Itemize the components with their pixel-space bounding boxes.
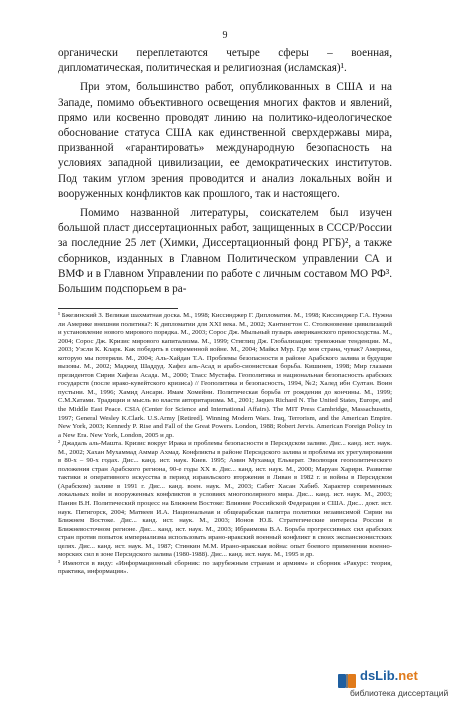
footnotes: [58, 312, 392, 577]
watermark-site-name: dsLib.: [360, 668, 399, 683]
footnote-separator: [58, 308, 178, 309]
footnote: ¹ Бжезинский З. Великая шахматная доска. М., 1998; Киссинджер Г. Дипломатия. М., 1998; Киссинджер Г.А. Нужна ли Америке внешняя политика?: К дипломатии для XXI века. М., 2002; Хантингтон С. Столкновение цивилизаций и установление нового мирового порядка. М., 2003; Сорос Дж. Мыльный пузырь американского превосходства. М., 2004; Сорос Дж. Кризис мирового капитализма. М., 1999; Стиглиц Дж. Глобализация: тревожные тенденции. М., 2003; Уэсли К. Кларк. Как победить в современной войне. М., 2004; Майкл Мур. Где моя страна, чувак? Америка, которую мы потеряли. М., 2004; Аль-Хайдан Т.А. Проблемы безопасности в районе Арабского залива и будущие вызовы. М., 2002; Маджед Шаддуд. Хафез аль-Асад и арабо-сионистская борьба. Кишинев, 1998; Мир глазами президентов Сирии Хафеза Асада. М., 2000; Тласс Мустафа. Геополитика и национальная безопасность арабских государств (после ирако-кувейтского кризиса) // Геополитика и безопасность, 1994, №2; Халед ибн Султан. Воин пустыни. М., 1996; Хамид Ансари. Имам Хомейни. Политическая борьба от рождения до кончины. М., 1999; С.М.Хатами. Традиции и мысль во власти авторитаризма. М., 2001; Jaques Richard N. The United States, Europe, and the Middle East Peace. CSIA (Center for Science and International Affairs). The MIT Press Cambridge, Massachusetts, 1997; General Wesley K.Clark. U.S.Army [Retired]. Winning Modern Wars. Iraq, Terrorism, and the American Empire. New York, 2003; Kennedy P. Rise and Fall of the Great Powers. London, 1988; Robert Jervis. American Foreign Policy in a New Era. New York, London, 2005 и др.: [58, 312, 392, 439]
watermark: [336, 668, 449, 702]
footnote: ³ Имеются в виду: «Информационный сборник: по зарубежным странам и армиям» и сборник «Ракурс: теория, практика, информация».: [58, 559, 392, 576]
watermark-site-suffix: net: [398, 668, 418, 683]
footnote: ² Джадаль аль-Машта. Кризис вокруг Ирака и проблемы безопасности в Персидском заливе. Дис... канд. ист. наук. М., 2002; Хахан Мухаммад Аммар Ахмад. Конфликты в районе Персидского залива и проблема их урегулирования в 80-х – 90-х годах. Дис... канд. ист. наук. Киев. 1995; Амин Мухамад Елькерат. Эволюция геополитического положения стран Арабского региона, 90-е годы XX в. Дис... канд. ист. наук. М., 2000; Маруан Харири. Развитие тактики и оперативного искусства в период израильского вторжения в Ливан в 1982 г. и войны в Персидском (Арабском) заливе в 1991 г. Дис... канд. воен. наук. М., 2003; Сабит Хасан Хабиб. Характер современных локальных войн и вооруженных конфликтов в условиях многополярного мира. Дис... канд. ист. наук. М., 2003; Панин В.Н. Политический процесс на Ближнем Востоке: Влияние Российской Федерации и США. Дис... докт. ист. наук. Пятигорск, 2004; Матвеев И.А. Национальная и общеарабская палитра политики независимой Сирии на Ближнем Востоке. Дис... канд. ист. наук. М., 2003; Ионов Ю.Б. Стратегические интересы России в Ближневосточном регионе. Дис... канд. ист. наук. М., 2003; Ибраимова В.А. Борьба прогрессивных сил арабских стран против попыток империализма использовать ирано-иракский военный конфликт в своих экспансионистских целях. Дис... канд. ист. наук. М., 1987; Стинкин М.М. Ирано-иракская война: опыт боевого применения военно-морских сил в зоне Персидского залива (1980-1988). Дис... канд. ист. наук. М., 1995 и др.: [58, 440, 392, 559]
paragraph: Помимо названной литературы, соискателем был изучен большой пласт диссертационных работ, защищенных в СССР/России за последние 25 лет (Химки, Диссертационный фонд РГБ)², а также сборников, изданных в Главном Политическом управлении СА и ВМФ и в Главном Управлении по работе с личным составом МО РФ³. Большим подспорьем в ра-: [58, 207, 392, 296]
body-text: [58, 46, 392, 297]
page-number: 9: [222, 30, 228, 41]
paragraph: При этом, большинство работ, опубликованных в США и на Западе, помимо объективного освещения многих фактов и явлений, прямо или косвенно проводят линию на политико-идеологическое обоснование статуса США как единственной сверхдержавы мира, призванной «гарантировать» международную безопасность на условиях западной цивилизации, ее демократических институтов. Под таким углом зрения проводится и анализ локальных войн и вооруженных конфликтов как прошлого, так и настоящего.: [58, 81, 392, 200]
paragraph: органически переплетаются четыре сферы – военная, дипломатическая, политическая и религиозная (исламская)¹.: [58, 47, 392, 75]
watermark-subtitle: библиотека диссертаций: [350, 688, 449, 698]
